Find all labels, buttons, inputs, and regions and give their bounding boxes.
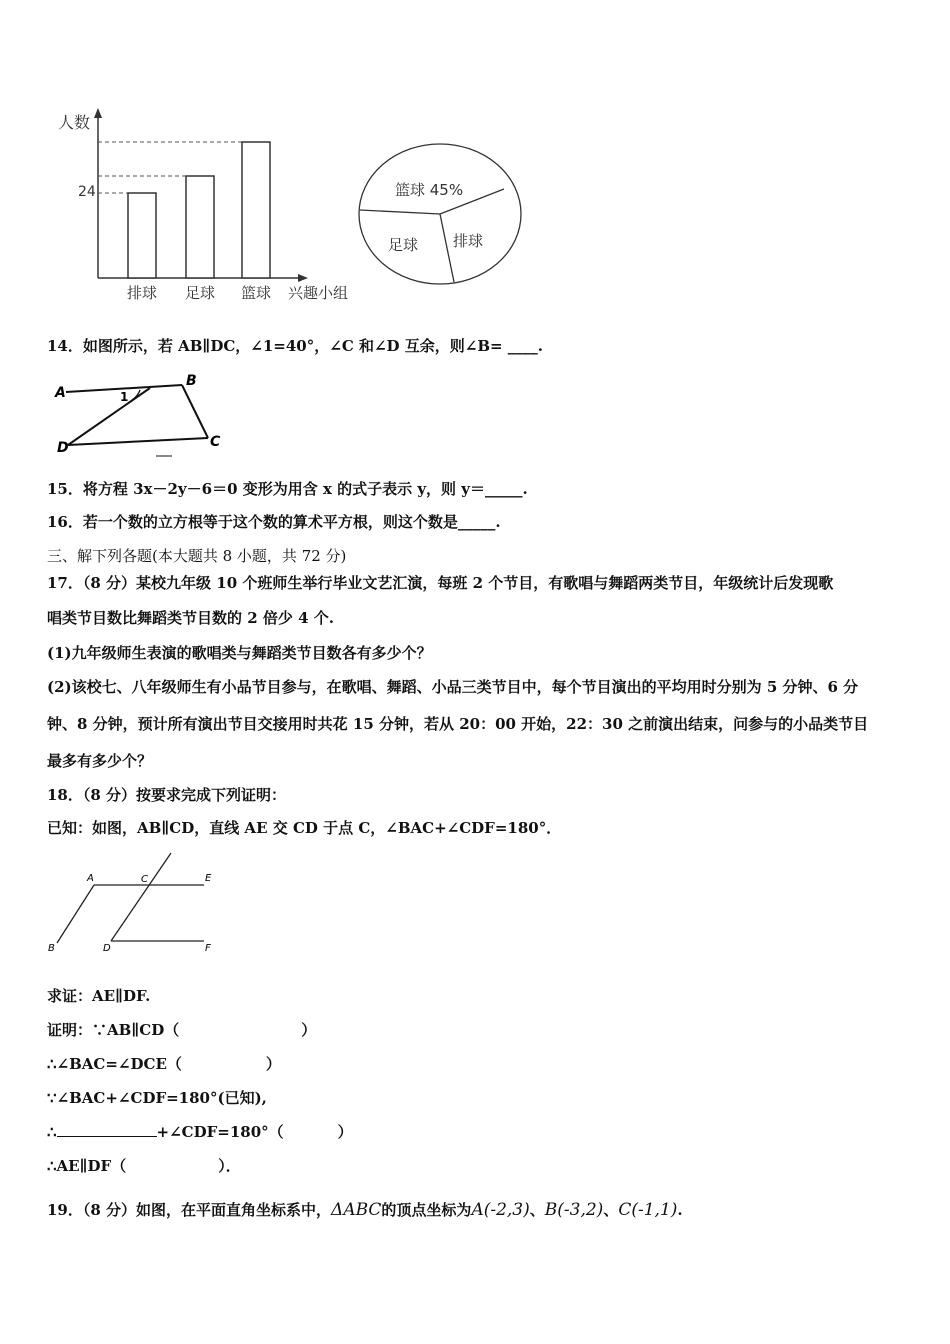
pie-divider-left	[360, 210, 440, 214]
proof-step-4: ∴ +∠CDF=180°（ ）	[47, 1123, 353, 1141]
y-axis-arrow	[94, 108, 102, 118]
proof-step-3: ∵∠BAC+∠CDF=180°(已知),	[47, 1089, 267, 1107]
pie-chart	[355, 140, 525, 290]
q18-label-B: B	[48, 943, 55, 954]
question-18-given: 已知：如图，AB∥CD，直线 AE 交 CD 于点 C，∠BAC+∠CDF=180°．	[47, 819, 562, 837]
proof-step-1: 证明：∵AB∥CD（ ）	[47, 1021, 317, 1039]
point-c: C(-1,1)	[618, 1200, 678, 1220]
proof-blank[interactable]	[57, 1122, 157, 1137]
question-17-part2-line3: 最多有多少个？	[47, 752, 153, 770]
q14-label-C: C	[210, 434, 221, 450]
triangle-abc: ΔABC	[331, 1200, 382, 1220]
pie-slice-label-volleyball: 排球	[453, 232, 484, 250]
bar-category-label: 排球	[126, 284, 158, 302]
q14-label-B: B	[186, 373, 197, 389]
question-16: 16．若一个数的立方根等于这个数的算术平方根，则这个数是_____.	[47, 513, 501, 531]
bar-category-label: 足球	[184, 284, 216, 302]
pie-slice-label-football: 足球	[388, 236, 419, 254]
bar-1	[186, 176, 214, 278]
question-17-line1: 17．（8 分）某校九年级 10 个班师生举行毕业文艺汇演，每班 2 个节目，有歌唱与舞蹈两类节目，年级统计后发现歌	[47, 574, 834, 592]
question-18-prove: 求证：AE∥DF.	[47, 987, 151, 1005]
proof-step-2: ∴∠BAC=∠DCE（ ）	[47, 1055, 281, 1073]
q18-label-F: F	[205, 943, 211, 954]
q14-angle-label: 1	[120, 390, 129, 404]
pie-slice-label-basketball: 篮球 45%	[395, 181, 464, 199]
section-heading: 三、解下列各题(本大题共 8 小题，共 72 分)	[47, 547, 347, 565]
question-17-part2-line1: (2)该校七、八年级师生有小品节目参与，在歌唱、舞蹈、小品三类节目中，每个节目演出的平均用时分别为 5 分钟、6 分	[47, 678, 859, 696]
q14-figure	[52, 370, 232, 460]
question-18-title: 18．（8 分）按要求完成下列证明：	[47, 786, 287, 804]
question-15: 15．将方程 3x－2y－6＝0 变形为用含 x 的式子表示 y，则 y＝_____.	[47, 480, 528, 498]
bar-2	[242, 142, 270, 278]
question-17-part2-line2: 钟、8 分钟，预计所有演出节目交接用时共花 15 分钟，若从 20：00 开始，22：30 之前演出结束，问参与的小品类节目	[47, 715, 869, 733]
x-axis-label: 兴趣小组	[288, 284, 349, 302]
bar-chart	[50, 100, 370, 310]
q18-label-D: D	[103, 943, 111, 954]
x-axis-arrow	[298, 274, 308, 282]
question-14: 14．如图所示，若 AB∥DC，∠1=40°，∠C 和∠D 互余，则∠B= ____.	[47, 337, 544, 355]
y-axis-label: 人数	[58, 113, 91, 132]
bar-category-label: 篮球	[240, 284, 272, 302]
q18-label-E: E	[205, 873, 212, 884]
point-b: B(-3,2)	[544, 1200, 604, 1220]
question-17-part1: (1)九年级师生表演的歌唱类与舞蹈类节目数各有多少个？	[47, 644, 432, 662]
q14-label-D: D	[57, 440, 69, 456]
q18-figure	[44, 850, 224, 958]
question-17-line2: 唱类节目数比舞蹈类节目数的 2 倍少 4 个.	[47, 609, 334, 627]
q18-label-A: A	[87, 873, 94, 884]
y-tick-label: 24	[78, 184, 96, 200]
q14-label-A: A	[55, 385, 66, 401]
point-a: A(-2,3)	[471, 1200, 530, 1220]
question-19: 19．（8 分）如图，在平面直角坐标系中，ΔABC的顶点坐标为A(-2,3)、B(-3,2)、C(-1,1).	[47, 1200, 683, 1220]
pie-divider-bottom	[440, 214, 454, 282]
bar-0	[128, 193, 156, 278]
q18-label-C: C	[141, 874, 148, 885]
proof-step-5: ∴AE∥DF（ ）．	[47, 1157, 241, 1175]
